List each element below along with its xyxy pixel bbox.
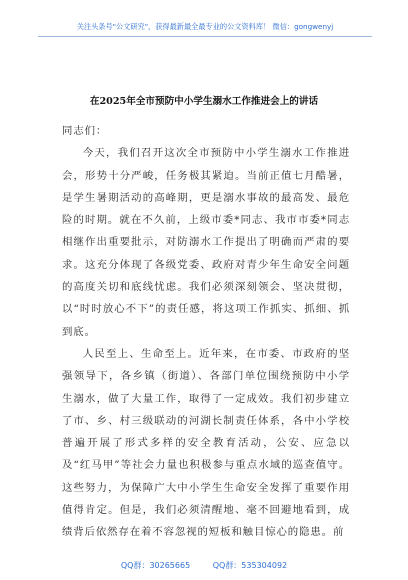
footer (0, 560, 408, 571)
header-divider (38, 36, 372, 37)
footer-qq-group-1: QQ群：30265665 (120, 561, 191, 570)
paragraph-2: 人民至上、生命至上。近年来，在市委、市政府的坚强领导下，各乡镇（街道）、各部门单位围绕预防中小学生溺水，做了大量工作，取得了一定成效。我们初步建立了市、乡、村三级联动的河湖长制责任体系，各中小学校普遍开展了形式多样的安全教育活动，公安、应急以及“红马甲”等社会力量也积极参与重点水域的巡查值守。这些努力，为保障广大中小学生生命安全发挥了重要作用值得肯定。但是，我们必须清醒地、毫不回避地看到，成绩背后依然存在着不容忽视的短板和触目惊心的隐患。前 (62, 347, 350, 539)
paragraph-1: 今天，我们召开这次全市预防中小学生溺水工作推进会，形势十分严峻，任务极其紧迫。当前正值七月酷暑，是学生暑期活动的高峰期，更是溺水事故的最高发、最危险的时期。就在不久前，上级市委*同志、我市市委*同志相继作出重要批示，对防溺水工作提出了明确而严肃的要求。这充分体现了各级党委、政府对青少年生命安全问题的高度关切和底线忧虑。我们必须深刻领会、坚决贯彻，以“时时放心不下”的责任感，将这项工作抓实、抓细、抓到底。 (62, 147, 350, 338)
document-body (62, 120, 350, 544)
footer-qq-group-2: QQ群：535304092 (212, 561, 288, 570)
header-banner: 关注头条号"公文研究"，获得最新最全最专业的公文资料库！ 微信：gongwenyj (76, 22, 334, 31)
salutation: 同志们： (62, 125, 108, 137)
document-title: 在2025年全市预防中小学生溺水工作推进会上的讲话 (89, 96, 319, 107)
